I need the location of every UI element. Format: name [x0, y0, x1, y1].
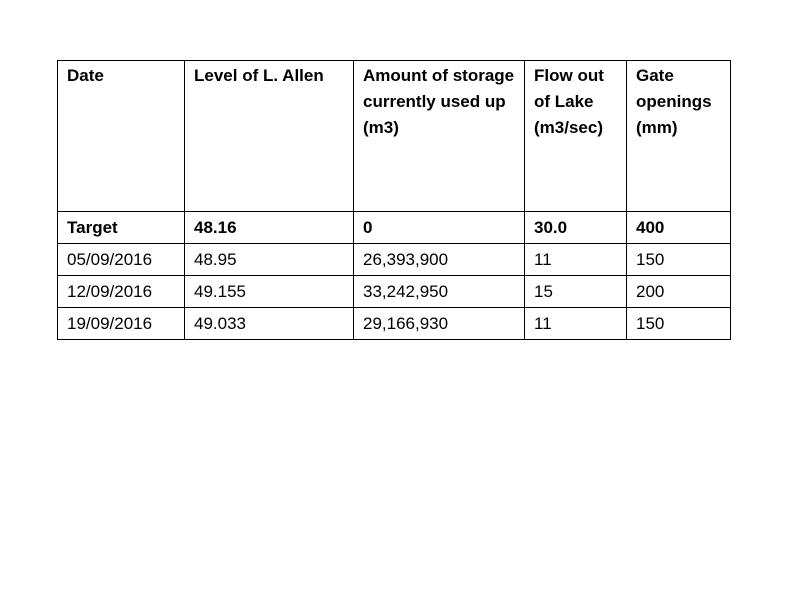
header-flow: Flow out of Lake (m3/sec) — [525, 61, 627, 212]
cell-flow: 11 — [525, 308, 627, 340]
cell-flow: 15 — [525, 276, 627, 308]
header-level: Level of L. Allen — [185, 61, 354, 212]
cell-flow: 11 — [525, 244, 627, 276]
data-table — [57, 60, 731, 340]
cell-storage: 33,242,950 — [354, 276, 525, 308]
cell-flow: 30.0 — [525, 212, 627, 244]
cell-gate: 150 — [627, 244, 731, 276]
cell-gate: 200 — [627, 276, 731, 308]
table-body — [58, 212, 731, 340]
table-row — [58, 244, 731, 276]
cell-date: Target — [58, 212, 185, 244]
header-gate: Gate openings (mm) — [627, 61, 731, 212]
table-row-target — [58, 212, 731, 244]
cell-level: 49.033 — [185, 308, 354, 340]
cell-gate: 400 — [627, 212, 731, 244]
table-row — [58, 276, 731, 308]
cell-date: 19/09/2016 — [58, 308, 185, 340]
table-row — [58, 308, 731, 340]
cell-level: 48.95 — [185, 244, 354, 276]
cell-storage: 26,393,900 — [354, 244, 525, 276]
cell-level: 49.155 — [185, 276, 354, 308]
header-date: Date — [58, 61, 185, 212]
cell-date: 05/09/2016 — [58, 244, 185, 276]
cell-date: 12/09/2016 — [58, 276, 185, 308]
table-header — [58, 61, 731, 212]
header-row — [58, 61, 731, 212]
cell-storage: 0 — [354, 212, 525, 244]
cell-storage: 29,166,930 — [354, 308, 525, 340]
cell-level: 48.16 — [185, 212, 354, 244]
cell-gate: 150 — [627, 308, 731, 340]
header-storage: Amount of storage currently used up (m3) — [354, 61, 525, 212]
